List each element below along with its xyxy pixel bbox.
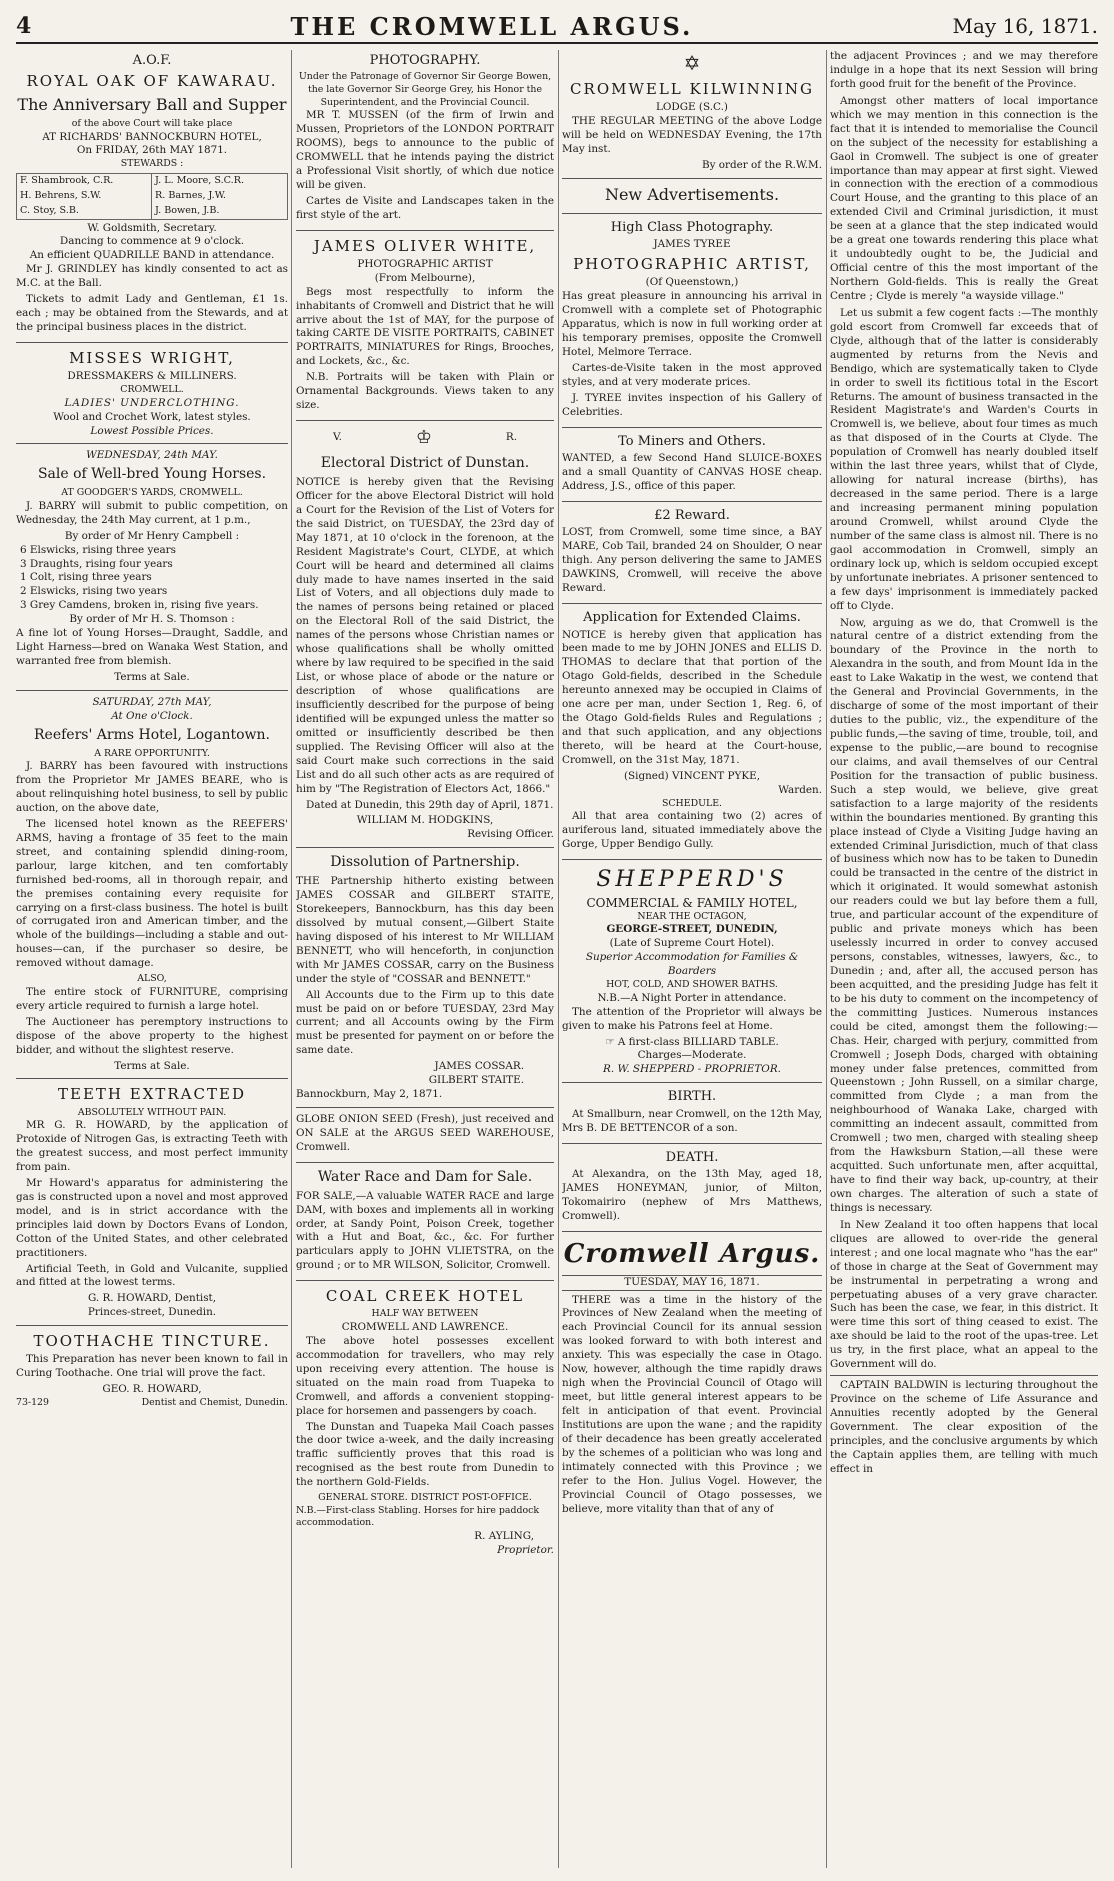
paragraph: The attention of the Proprietor will always be given to make his Patrons feel at Home. <box>562 1005 822 1032</box>
list-item: 6 Elswicks, rising three years <box>20 543 176 556</box>
sale-intro: J. BARRY will submit to public competition, on Wednesday, the 24th May current, at 1 p.m., <box>16 499 288 526</box>
steward: R. Barnes, J.W. <box>155 189 226 201</box>
address: Dentist and Chemist, Dunedin. <box>141 1397 288 1409</box>
order-line: By order of Mr Henry Campbell : <box>64 529 240 542</box>
secretary: W. Goldsmith, Secretary. <box>87 221 217 234</box>
paragraph: MR G. R. HOWARD, by the application of Protoxide of Nitrogen Gas, is extracting Teeth with the greatest success, and most perfect immunity from pain. <box>16 1119 288 1173</box>
sale-title: Sale of Well-bred Young Horses. <box>37 466 267 483</box>
signature-role: Warden. <box>778 783 822 796</box>
new-ads-header <box>562 184 822 214</box>
birth-notice <box>562 1088 822 1143</box>
paragraph: GLOBE ONION SEED (Fresh), just received and ON SALE at the ARGUS SEED WAREHOUSE, Cromwell. <box>296 1113 554 1153</box>
paragraph: Begs most respectfully to inform the inhabitants of Cromwell and District that he will arrive about the 1st of MAY, for the purpose of taking CARTE DE VISITE PORTRAITS, CABINET PORTRAITS, MINIATURES for Rings, Brooches, and Lockets, &c., &c. <box>296 285 554 368</box>
ad-sub: ABSOLUTELY WITHOUT PAIN. <box>77 1106 227 1118</box>
paragraph: J. BARRY has been favoured with instructions from the Proprietor Mr JAMES BEARE, who is about relinquishing hotel business, to sell by public auction, on the above date, <box>16 760 288 814</box>
hotel-street: GEORGE-STREET, DUNEDIN, <box>606 923 778 936</box>
signature: By order of the R.W.M. <box>701 158 822 171</box>
billiard-line <box>562 1036 822 1050</box>
horse-sale-ad <box>16 449 288 690</box>
photography-ad <box>296 52 554 231</box>
electoral-notice <box>296 454 554 848</box>
lodge-name: ROYAL OAK OF KAWARAU. <box>26 72 278 91</box>
business-trade: DRESSMAKERS & MILLINERS. <box>67 370 237 383</box>
masonic-emblem-icon: ✡ <box>683 51 701 75</box>
hotel-name: COMMERCIAL & FAMILY HOTEL, <box>586 895 798 910</box>
ad-title: TEETH EXTRACTED <box>58 1085 246 1104</box>
list-item: 3 Grey Camdens, broken in, rising five years. <box>20 599 259 612</box>
tickets-note: Tickets to admit Lady and Gentleman, £1 1s. each ; may be obtained from the Stewards, and at the principal business places in the district. <box>16 293 288 334</box>
column-4 <box>830 50 1098 1868</box>
coal-creek-ad <box>296 1286 554 1563</box>
paragraph: The above hotel possesses excellent accommodation for travellers, who may rely upon receiving every attention. The house is situated on the main road from Tuapeka to Cromwell, and affords a convenient stopping-place for horsemen and passengers by coach. <box>296 1334 554 1417</box>
event-title: The Anniversary Ball and Supper <box>17 94 287 114</box>
notice-title: Application for Extended Claims. <box>583 610 801 626</box>
stewards-label: STEWARDS : <box>120 158 184 170</box>
shepperd-hotel-ad <box>562 865 822 1083</box>
sale-time: At One o'Clock. <box>111 709 193 722</box>
hotel-arc-title: SHEPPERD'S <box>596 867 788 893</box>
ad-title: £2 Reward. <box>654 508 730 524</box>
paragraph: NOTICE is hereby given that application has been made to me by JOHN JONES and ELLIS D. THOMAS to declare that that portion of the Otago Gold-fields, described in the Schedule hereunto annexed may be occupied in Claims of one acre per man, under Section 1, Reg. 6, of the Otago Gold-fields Rules and Regulations ; and that such application, and any objections thereto, will be heard at the Court-house, Cromwell, on the 31st May, 1871. <box>562 628 822 766</box>
white-photographer-ad <box>296 236 554 421</box>
signature: JAMES COSSAR. <box>434 1060 524 1073</box>
column-rule <box>291 50 292 1868</box>
hotel-line: Superior Accommodation for Families & Boarders <box>585 951 799 978</box>
paragraph: Has great pleasure in announcing his arrival in Cromwell with a complete set of Photographic Apparatus, which is now in full working order at his temporary premises, opposite the Cromwell Hotel, Melmore Terrace. <box>562 290 822 359</box>
signature: (Signed) VINCENT PYKE, <box>623 769 761 782</box>
steward: C. Stoy, S.B. <box>17 204 152 219</box>
list-item: 2 Elswicks, rising two years <box>20 585 168 598</box>
paragraph: Amongst other matters of local importance which we may mention in this connection is the fact that it is intended to memorialise the Council on the subject of the necessity for establishing a Gaol in Cromwell. The subject is one of greater importance than may appear at first sight. Viewed in connection with the erection of a commodious Court House, and the granting to this place of an extended Civil and Criminal jurisdiction, it must be seen at a glance that the step indicated would be a great one towards rendering this place what it undoubtedly ought to be, the Judicial and Official centre of this the most important of the Northern Gold-fields. This is really the Great Centre ; Clyde is merely "a wayside village." <box>830 94 1098 302</box>
death-notice <box>562 1149 822 1232</box>
signature-role: Revising Officer. <box>467 828 554 841</box>
paragraph: WANTED, a few Second Hand SLUICE-BOXES and a small Quantity of CANVAS HOSE cheap. Address, J.S., office of this paper. <box>562 452 822 493</box>
aof-heading: A.O.F. <box>132 53 172 68</box>
dissolution-notice <box>296 853 554 1108</box>
royal-arms-line <box>296 426 554 450</box>
paragraph: FOR SALE,—A valuable WATER RACE and large DAM, with boxes and implements all in working order, at Sandy Point, Poison Creek, together with a Hut and Boat, &c., &c. For further particulars apply to JOHN VLIETSTRA, on the ground ; or to MR WILSON, Solicitor, Cromwell. <box>296 1189 554 1272</box>
steward: J. Bowen, J.B. <box>155 204 220 216</box>
column-rule <box>558 50 559 1868</box>
hotel-line: HOT, COLD, AND SHOWER BATHS. <box>606 979 778 991</box>
tincture-ad <box>16 1331 288 1415</box>
editorial-masthead: Cromwell Argus. <box>563 1238 821 1269</box>
hotel-line: A first-class BILLIARD TABLE. <box>617 1035 779 1048</box>
section-title: New Advertisements. <box>604 184 780 204</box>
band-note: An efficient QUADRILLE BAND in attendance. <box>29 249 275 262</box>
mc-note: Mr J. GRINDLEY has kindly consented to act as M.C. at the Ball. <box>16 263 288 290</box>
vr-right: R. <box>505 431 518 444</box>
paragraph: N.B.—First-class Stabling. Horses for hire paddock accommodation. <box>296 1504 540 1529</box>
also-label: ALSO, <box>137 973 167 985</box>
signature: R. W. SHEPPERD - PROPRIETOR. <box>603 1063 781 1076</box>
signature: GILBERT STAITE. <box>428 1074 524 1087</box>
place-date: Bannockburn, May 2, 1871. <box>296 1088 443 1101</box>
hotel-places: CROMWELL AND LAWRENCE. <box>341 1320 509 1333</box>
terms: Terms at Sale. <box>114 1059 190 1072</box>
paragraph: THE Partnership hitherto existing between JAMES COSSAR and GILBERT STAITE, Storekeepers, Bannockburn, has this day been dissolved by mutual consent,—Gilbert Staite having disposed of his interest to Mr WILLIAM BENNETT, who will henceforth, in conjunction with Mr JAMES COSSAR, carry on the Business under the style of "COSSAR and BENNETT." <box>296 875 554 985</box>
paragraph: The Auctioneer has peremptory instructions to dispose of the above property to the highest bidder, and without the slightest reserve. <box>16 1015 288 1056</box>
reefers-arms-ad <box>16 696 288 1080</box>
paragraph: Dated at Dunedin, this 29th day of April, 1871. <box>306 798 554 811</box>
sale-sub: A RARE OPPORTUNITY. <box>94 747 210 759</box>
lodge-notice <box>562 50 822 179</box>
lodge-sub: LODGE (S.C.) <box>656 100 728 113</box>
crown-icon: ♔ <box>415 427 432 449</box>
sale-detail: A fine lot of Young Horses—Draught, Saddle, and Light Harness—bred on Wanaka West Station, and warranted free from blemish. <box>16 627 288 668</box>
sale-title: Reefers' Arms Hotel, Logantown. <box>34 726 270 743</box>
business-origin: (From Melbourne), <box>374 271 476 284</box>
terms: Terms at Sale. <box>114 671 190 683</box>
tincture-footer <box>16 1397 288 1410</box>
column-2 <box>296 50 554 1868</box>
hotel-near: NEAR THE OCTAGON, <box>637 910 747 922</box>
paragraph: Artificial Teeth, in Gold and Vulcanite, supplied and fitted at the lowest terms. <box>16 1262 288 1289</box>
paragraph: Cartes-de-Visite taken in the most approved styles, and at very moderate prices. <box>562 362 822 389</box>
editorial <box>562 1237 822 1517</box>
signature: G. R. HOWARD, Dentist, <box>87 1292 217 1305</box>
claims-notice <box>562 609 822 860</box>
signature-role: Proprietor. <box>497 1543 554 1556</box>
signature: GEO. R. HOWARD, <box>102 1383 202 1396</box>
ad-title: To Miners and Others. <box>618 433 766 449</box>
ad-line: Lowest Possible Prices. <box>90 424 214 437</box>
paragraph: CAPTAIN BALDWIN is lecturing throughout the Province on the scheme of Life Assurance and Annuities recently adopted by the General Government. The clear exposition of the principles, and the conclusive arguments by which the Captain applies them, are telling with much effect in <box>830 1379 1098 1475</box>
newspaper-title: THE CROMWELL ARGUS. <box>290 11 694 41</box>
event-sub: of the above Court will take place <box>71 117 233 129</box>
event-venue: AT RICHARDS' BANNOCKBURN HOTEL, <box>42 130 262 143</box>
hotel-late: (Late of Supreme Court Hotel). <box>609 937 775 950</box>
notice-title: Dissolution of Partnership. <box>330 854 520 871</box>
steward: H. Behrens, S.W. <box>17 189 152 204</box>
pointing-hand-icon: ☞ <box>605 1035 618 1048</box>
hotel-line: N.B.—A Night Porter in attendance. <box>597 991 787 1004</box>
paragraph: Mr Howard's apparatus for administering the gas is constructed upon a novel and most approved model, and is in strict accordance with the principles laid down by Doctors Evans of London, Cotton of the United States, and other celebrated practitioners. <box>16 1176 288 1259</box>
hotel-sub: HALF WAY BETWEEN <box>371 1308 479 1320</box>
paragraph: In New Zealand it too often happens that local cliques are allowed to over-ride the general interest ; and one local magnate who "has the ear" of those in charge at the Seat of Government may be instrumental in perpetrating a wrong and perpetuating abuses of a very grave character. Such has been the case, we fear, in this district. It were time this sort of thing ceased to exist. The axe should be laid to the root of the upas-tree. Let us try, in the first place, what an appeal to the Government will do. <box>830 1218 1098 1371</box>
sale-place: AT GOODGER'S YARDS, CROMWELL. <box>61 487 243 499</box>
signature: WILLIAM M. HODGKINS, <box>356 814 494 827</box>
paragraph: the adjacent Provinces ; and we may therefore indulge in a hope that its next Session will bring forth good fruit for the benefit of the Province. <box>830 50 1098 90</box>
paragraph: MR T. MUSSEN (of the firm of Irwin and Mussen, Proprietors of the LONDON PORTRAIT ROOMS), begs to announce to the public of CROMWELL that he intends paying the district a Professional Visit shortly, of which due notice will be given. <box>296 109 554 191</box>
paragraph: This Preparation has never been known to fail in Curing Toothache. One trial will prove the fact. <box>16 1353 288 1380</box>
editorial-date: TUESDAY, MAY 16, 1871. <box>562 1275 822 1291</box>
issue-date: May 16, 1871. <box>952 14 1098 38</box>
paragraph: N.B. Portraits will be taken with Plain or Ornamental Backgrounds. Views taken to any size. <box>296 371 554 412</box>
masthead <box>16 10 1098 44</box>
business-trade: PHOTOGRAPHIC ARTIST <box>357 257 493 270</box>
steward: F. Shambrook, C.R. <box>17 174 152 189</box>
patronage: Under the Patronage of Governor Sir George Bowen, the late Governor Sir George Grey, his Honor the Superintendent, and the Provincial Council. <box>298 71 552 108</box>
paragraph: Now, arguing as we do, that Cromwell is the natural centre of a district extending from the boundary of the Province in the north to Alexandra in the south, and from Mount Ida in the east to Lake Wakatip in the west, we contend that the General and Provincial Governments, in the discharge of some of the most important of their duties to the public, viz., the expenditure of the public funds,—the saving of time, trouble, toil, and expense to the public,—are bound to recognise our claims, and avail themselves of our Central Position for the transaction of public business. Such a step would, we believe, give great satisfaction to a large majority of the residents within the boundaries mentioned. By granting this place instead of Clyde a Visiting Judge having an extended Criminal Jurisdiction, much of that class of business which now has to be taken to Dunedin could be transacted in the centre of the district in which it originated. It would somewhat astonish our readers could we but lay before them a full, true, and particular account of the expenditure of public and private moneys which has been uselessly incurred in order to convey accused persons, constables, witnesses, lawyers, &c., to Dunedin ; and, after all, the accused person has been acquitted, and the presiding Judge has felt it to be his duty to comment on the incompetency of the committing Justices. Numerous instances could be cited, amongst them the following:—Chas. Heir, charged with perjury, committed from Cromwell ; Joseph Dods, charged with obtaining money under false pretences, committed from Queenstown ; John Russell, on a similar charge, committed from Clyde ; a man from the neighbourhood of Wanaka Lake, charged with committing an indecent assault, committed from Cromwell ; two men, charged with stealing sheep from the Hawksburn Station,—all these were acquitted. Such unfortunate men, after acquittal, have to find their way back, up-country, at their own charges. The alteration of such a state of things is necessary. <box>830 616 1098 1214</box>
paragraph: GENERAL STORE. DISTRICT POST-OFFICE. <box>318 1492 532 1504</box>
hotel-line: Charges—Moderate. <box>637 1049 747 1062</box>
ad-title: Water Race and Dam for Sale. <box>317 1168 533 1185</box>
sale-date: WEDNESDAY, 24th MAY. <box>86 449 218 462</box>
business-name: JAMES OLIVER WHITE, <box>313 236 537 255</box>
sale-date: SATURDAY, 27th MAY, <box>92 695 212 708</box>
page-number: 4 <box>16 13 32 39</box>
paragraph: THE REGULAR MEETING of the above Lodge will be held on WEDNESDAY Evening, the 17th May inst. <box>562 114 822 155</box>
water-race-ad <box>296 1168 554 1281</box>
paragraph: THERE was a time in the history of the Provinces of New Zealand when the meeting of each Provincial Council for its annual session was looked forward to with both interest and anxiety. This was especially the case in Otago. Now, however, although the time rapidly draws nigh when the Provincial Council of Otago will meet, but little general interest appears to be felt in anticipation of that event. Provincial Institutions are upon the wane ; and the rapidity of their decadence has been greatly accelerated by the schemes of a politician who was long and intimately connected with this Province ; we refer to the Hon. Julius Vogel. However, the Provincial Council of Otago possesses, we believe, more vitality than that of any of <box>562 1293 822 1515</box>
paragraph: All that area containing two (2) acres of auriferous land, situated immediately above the Gorge, Upper Bendigo Gully. <box>562 810 822 851</box>
paragraph: The licensed hotel known as the REEFERS' ARMS, having a frontage of 35 feet to the main street, and containing splendid dining-room, parlour, large kitchen, and ten comfortably furnished bed-rooms, all in thorough repair, and the premises containing every requisite for carrying on a first-class business. The hotel is built of corrugated iron and American timber, and the whole of the buildings—including a stable and out-houses—can, if the purchaser so desire, be removed without damage. <box>16 817 288 970</box>
dancing-time: Dancing to commence at 9 o'clock. <box>59 235 245 248</box>
address: Princes-street, Dunedin. <box>87 1306 217 1319</box>
onion-seed-ad <box>296 1113 554 1163</box>
list-item: 3 Draughts, rising four years <box>20 557 173 570</box>
business-place: CROMWELL. <box>120 384 184 396</box>
paragraph: At Smallburn, near Cromwell, on the 12th May, Mrs B. DE BETTENCOR of a son. <box>562 1107 822 1134</box>
aof-ball-ad <box>16 52 288 343</box>
ad-line: LADIES' UNDERCLOTHING. <box>64 396 240 409</box>
miners-ad <box>562 433 822 502</box>
business-origin: (Of Queenstown,) <box>645 276 739 289</box>
reward-ad <box>562 507 822 604</box>
steward: J. L. Moore, S.C.R. <box>155 175 245 186</box>
paragraph: NOTICE is hereby given that the Revising Officer for the above Electoral District will hold a Court for the Revision of the List of Voters for the said District, on TUESDAY, the 23rd day of May 1871, at 10 o'clock in the forenoon, at the Resident Magistrate's Court, CLYDE, at which Court will be heard and determined all claims duly made to have names inserted in the said List of Voters, and all objections duly made to the names of persons being retained or placed on the Electoral Roll of the said District, the names of the persons whose Christian names or whose qualifications shall be wholly omitted where by law required to be specified in the said List, or whose place of abode or the nature or description of whose qualifications are insufficiently described for the purpose of being identified will be expunged unless the matter so omitted or insufficiently described be then supplied. The Revising Officer will also at the said Court make such corrections in the said List and do all such other acts as are required of him by "The Registration of Electors Act, 1866." <box>296 475 554 795</box>
paragraph: The entire stock of FURNITURE, comprising every article required to furnish a large hotel. <box>16 985 288 1012</box>
paragraph: Let us submit a few cogent facts :—The monthly gold escort from Cromwell far exceeds that of Clyde, although that of the latter is considerably augmented by returns from the Nevis and Bendigo, which are systematically taken to Clyde in order to swell its fictitious total in the Escort Returns. The amount of business transacted in the Resident Magistrate's and Warden's Courts in Cromwell is, we believe, about four times as much as that disposed of in the Courts at Clyde. The population of Cromwell has nearly doubled itself within the last three years, whilst that of Clyde, allowing for natural increase (births), has decreased in the same period. There is a large and increasing permanent mining population around Cromwell, whilst around Clyde the number of the same class is almost nil. There is no gaol accommodation in Cromwell, simply an ordinary lock up, which is seldom occupied except by unfortunate inebriates. A prisoner sentenced to a few days' imprisonment is immediately packed off to Clyde. <box>830 306 1098 612</box>
list-item: 1 Colt, rising three years <box>20 571 152 584</box>
tyree-ad <box>562 219 822 428</box>
business-trade: PHOTOGRAPHIC ARTIST, <box>573 255 811 274</box>
notice-title: Electoral District of Dunstan. <box>320 455 530 472</box>
paragraph: LOST, from Cromwell, some time since, a BAY MARE, Cob Tail, branded 24 on Shoulder, O near thigh. Any person delivering the same to JAMES DAWKINS, Cromwell, will receive the above Reward. <box>562 526 822 595</box>
order-line: By order of Mr H. S. Thomson : <box>69 613 235 626</box>
ad-title: High Class Photography. <box>610 220 774 236</box>
stewards-table <box>16 173 288 220</box>
vr-left: V. <box>332 431 342 444</box>
misses-wright-ad <box>16 348 288 444</box>
column-3 <box>562 50 822 1868</box>
ad-title: TOOTHACHE TINCTURE. <box>33 1332 271 1351</box>
horse-list <box>16 544 288 614</box>
ad-ref: 73-129 <box>16 1397 49 1409</box>
paragraph: J. TYREE invites inspection of his Gallery of Celebrities. <box>562 391 822 418</box>
ad-title: PHOTOGRAPHY. <box>369 53 481 68</box>
signature: R. AYLING, <box>474 1529 534 1542</box>
paragraph: All Accounts due to the Firm up to this date must be paid on or before TUESDAY, 23rd May current; and all Accounts owing by the Firm must be presented for payment on or before the same date. <box>296 988 554 1057</box>
hotel-name: COAL CREEK HOTEL <box>325 1287 525 1306</box>
notice-title: DEATH. <box>665 1149 719 1165</box>
event-date: On FRIDAY, 26th MAY 1871. <box>76 144 228 157</box>
notice-title: BIRTH. <box>667 1089 717 1105</box>
paragraph: At Alexandra, on the 13th May, aged 18, JAMES HONEYMAN, junior, of Milton, Tokomairiro (nephew of Mrs Matthews, Cromwell). <box>562 1168 822 1222</box>
paragraph: Cartes de Visite and Landscapes taken in the first style of the art. <box>296 194 554 221</box>
business-name: JAMES TYREE <box>653 238 731 251</box>
business-name: MISSES WRIGHT, <box>69 349 235 368</box>
schedule-label: SCHEDULE. <box>661 797 723 809</box>
column-rule <box>826 50 827 1868</box>
teeth-ad <box>16 1084 288 1326</box>
ad-line: Wool and Crochet Work, latest styles. <box>53 410 251 423</box>
paragraph: The Dunstan and Tuapeka Mail Coach passes the door twice a-week, and the daily increasing traffic sufficiently proves that this road is recognised as the best route from Dunedin to the northern Gold-Fields. <box>296 1420 554 1489</box>
column-1 <box>16 50 288 1868</box>
lodge-name: CROMWELL KILWINNING <box>570 79 814 98</box>
